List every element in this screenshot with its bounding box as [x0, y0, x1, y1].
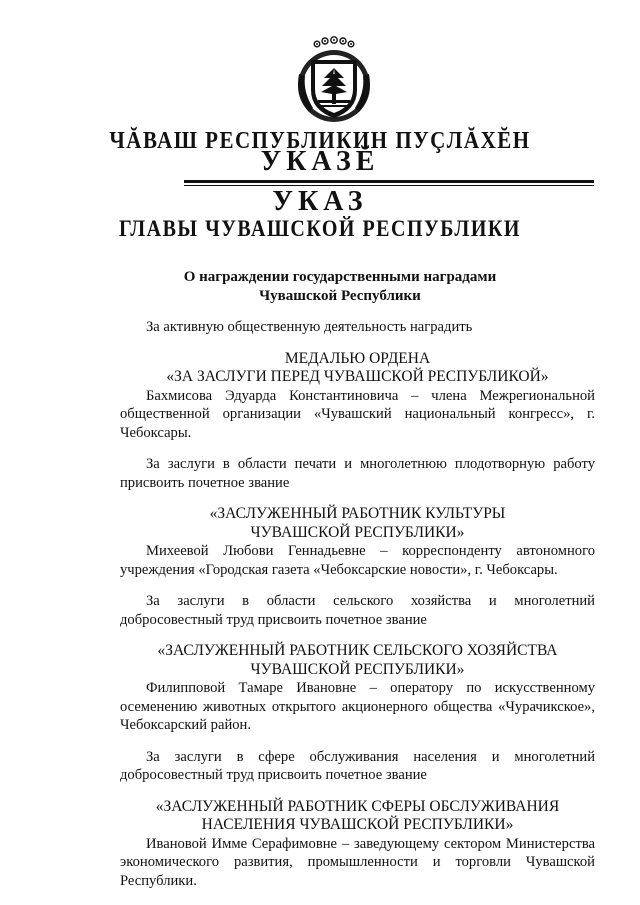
award-title-line: НАСЕЛЕНИЯ ЧУВАШСКОЙ РЕСПУБЛИКИ»: [201, 816, 514, 833]
award-title-line: ЧУВАШСКОЙ РЕСПУБЛИКИ»: [250, 660, 465, 678]
awardee-paragraph: Михеевой Любови Геннадьевне – корреспонденту автономного учреждения «Городская газета «Чебоксарские новости», г. Чебоксары.: [120, 543, 595, 578]
award-title-line: МЕДАЛЬЮ ОРДЕНА: [284, 349, 431, 367]
award-title-line: «ЗАСЛУЖЕННЫЙ РАБОТНИК СФЕРЫ ОБСЛУЖИВАНИЯ: [155, 797, 560, 815]
award-title-line: «ЗАСЛУЖЕННЫЙ РАБОТНИК КУЛЬТУРЫ: [209, 505, 506, 522]
awardee-paragraph: Ивановой Имме Серафимовне – заведующему сектором Министерства экономического развития, промышленности и торговли Чувашской Республики.: [120, 835, 595, 889]
awardee-paragraph: Бахмисова Эдуарда Константиновича – члена Межрегиональной общественной организации «Чувашский национальный конгресс», г. Чебоксары.: [120, 387, 595, 441]
subject-line-2: Чувашской Республики: [259, 288, 421, 304]
header-chuvash-title: ЧĂВАШ РЕСПУБЛИКИН ПУÇЛĂХĔН: [109, 126, 531, 154]
header-ukaz: УКАЗ: [272, 186, 368, 217]
preamble-paragraph: За заслуги в области печати и многолетнюю плодотворную работу присвоить почетное звание: [120, 456, 595, 491]
award-title-line: «ЗАСЛУЖЕННЫЙ РАБОТНИК СЕЛЬСКОГО ХОЗЯЙСТВА: [157, 642, 558, 659]
header-divider-thick: [184, 180, 594, 183]
header-ukaze: УКАЗĔ: [260, 146, 380, 177]
decree-body: [120, 318, 595, 890]
decree-subject: [160, 268, 520, 306]
intro-paragraph: За активную общественную деятельность наградить: [146, 319, 473, 335]
header-glavy-title: ГЛАВЫ ЧУВАШСКОЙ РЕСПУБЛИКИ: [119, 216, 521, 242]
preamble-paragraph: За заслуги в области сельского хозяйства и многолетний добросовестный труд присвоить почетное звание: [120, 593, 595, 628]
coat-of-arms-emblem: [291, 34, 377, 124]
award-title-line: ЧУВАШСКОЙ РЕСПУБЛИКИ»: [250, 523, 465, 541]
awardee-paragraph: Филипповой Тамаре Ивановне – оператору по искусственному осеменению животных открытого акционерного общества «Чурачикское», Чебоксарский район.: [120, 680, 595, 733]
preamble-paragraph: За заслуги в сфере обслуживания населения и многолетний добросовестный труд присвоить почетное звание: [120, 748, 595, 783]
award-title-line: «ЗА ЗАСЛУГИ ПЕРЕД ЧУВАШСКОЙ РЕСПУБЛИКОЙ»: [166, 368, 549, 385]
subject-line-1: О награждении государственными наградами: [183, 269, 497, 285]
